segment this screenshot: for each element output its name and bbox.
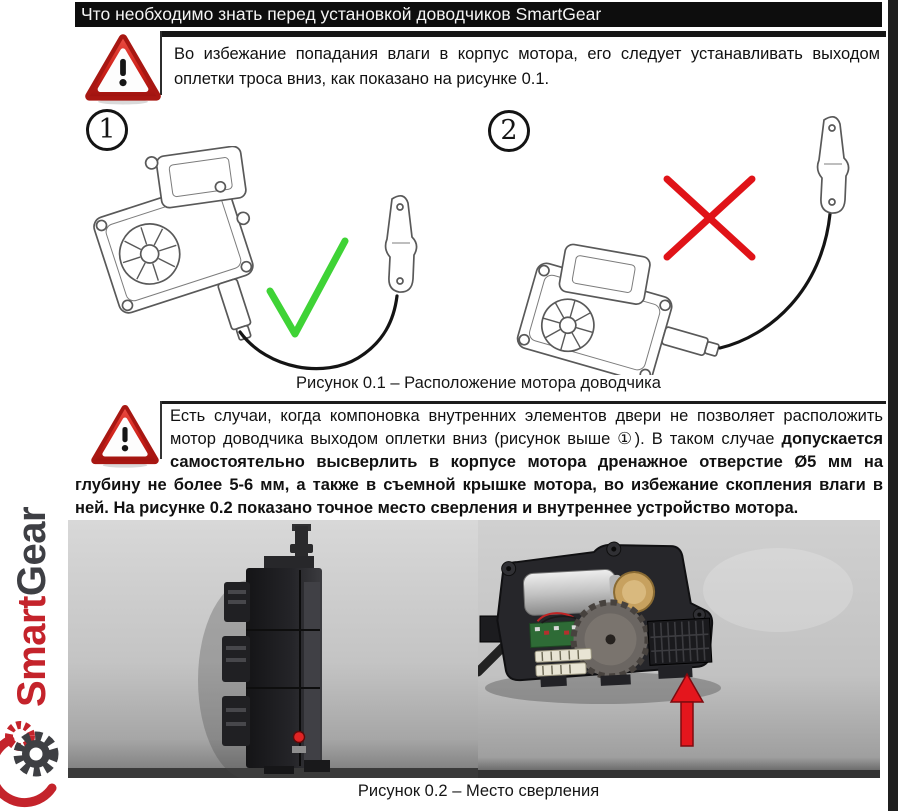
divider-line (160, 401, 886, 404)
photo-motor-side-view (68, 520, 478, 778)
motor-open-assembly (494, 537, 716, 691)
photo-motor-internals (478, 520, 880, 778)
brand-text-smart: Smart (10, 596, 54, 707)
cable-drawing (720, 214, 830, 348)
cross-icon (667, 179, 752, 257)
motor-drawing (515, 229, 737, 375)
warning-text-bold: допускается самостоятельно высверлить в корпусе мотора дренажное отверстие Ø5 мм на глубину не более 5-6 мм, а также в съемной крышке мотора, во избежание скопления влаги в ней. На рисунке 0.2 показано точное место сверления и внутреннее устройство мотора. (75, 430, 883, 517)
drill-point-marker (294, 732, 305, 743)
gear-icon (0, 710, 66, 808)
warning-text-regular: Есть случаи, когда компоновка внутренних элементов двери не позволяет расположить мотор доводчика выходом оплетки вниз (рисунок выше ①). В таком случае (170, 407, 883, 448)
warning-triangle-icon (84, 33, 162, 105)
diagram-motor-incorrect (470, 112, 890, 375)
latch-drawing (818, 117, 849, 213)
page-title: Что необходимо знать перед установкой доводчиков SmartGear (75, 2, 882, 27)
figure-variant-1-label: 1 (86, 109, 128, 151)
figure2-photos (68, 520, 880, 778)
checkmark-icon (270, 241, 345, 334)
cable-drawing (240, 296, 397, 369)
warning-text: Во избежание попадания влаги в корпус мотора, его следует устанавливать выходом оплетки троса вниз, как показано на рисунке 0.1. (174, 45, 880, 88)
figure-variant-2-label: 2 (488, 110, 530, 152)
latch-drawing (386, 196, 417, 292)
brand-text-gear: Gear (10, 506, 54, 597)
motor-drawing (80, 146, 297, 372)
icon-spacer (75, 405, 170, 463)
diagram-motor-correct (80, 146, 460, 374)
figure2-caption: Рисунок 0.2 – Место сверления (357, 782, 600, 800)
brand-logo-text (10, 507, 55, 707)
divider-line (160, 31, 886, 37)
figure1-caption: Рисунок 0.1 – Расположение мотора доводчика (296, 374, 661, 392)
warning-text (75, 405, 883, 520)
